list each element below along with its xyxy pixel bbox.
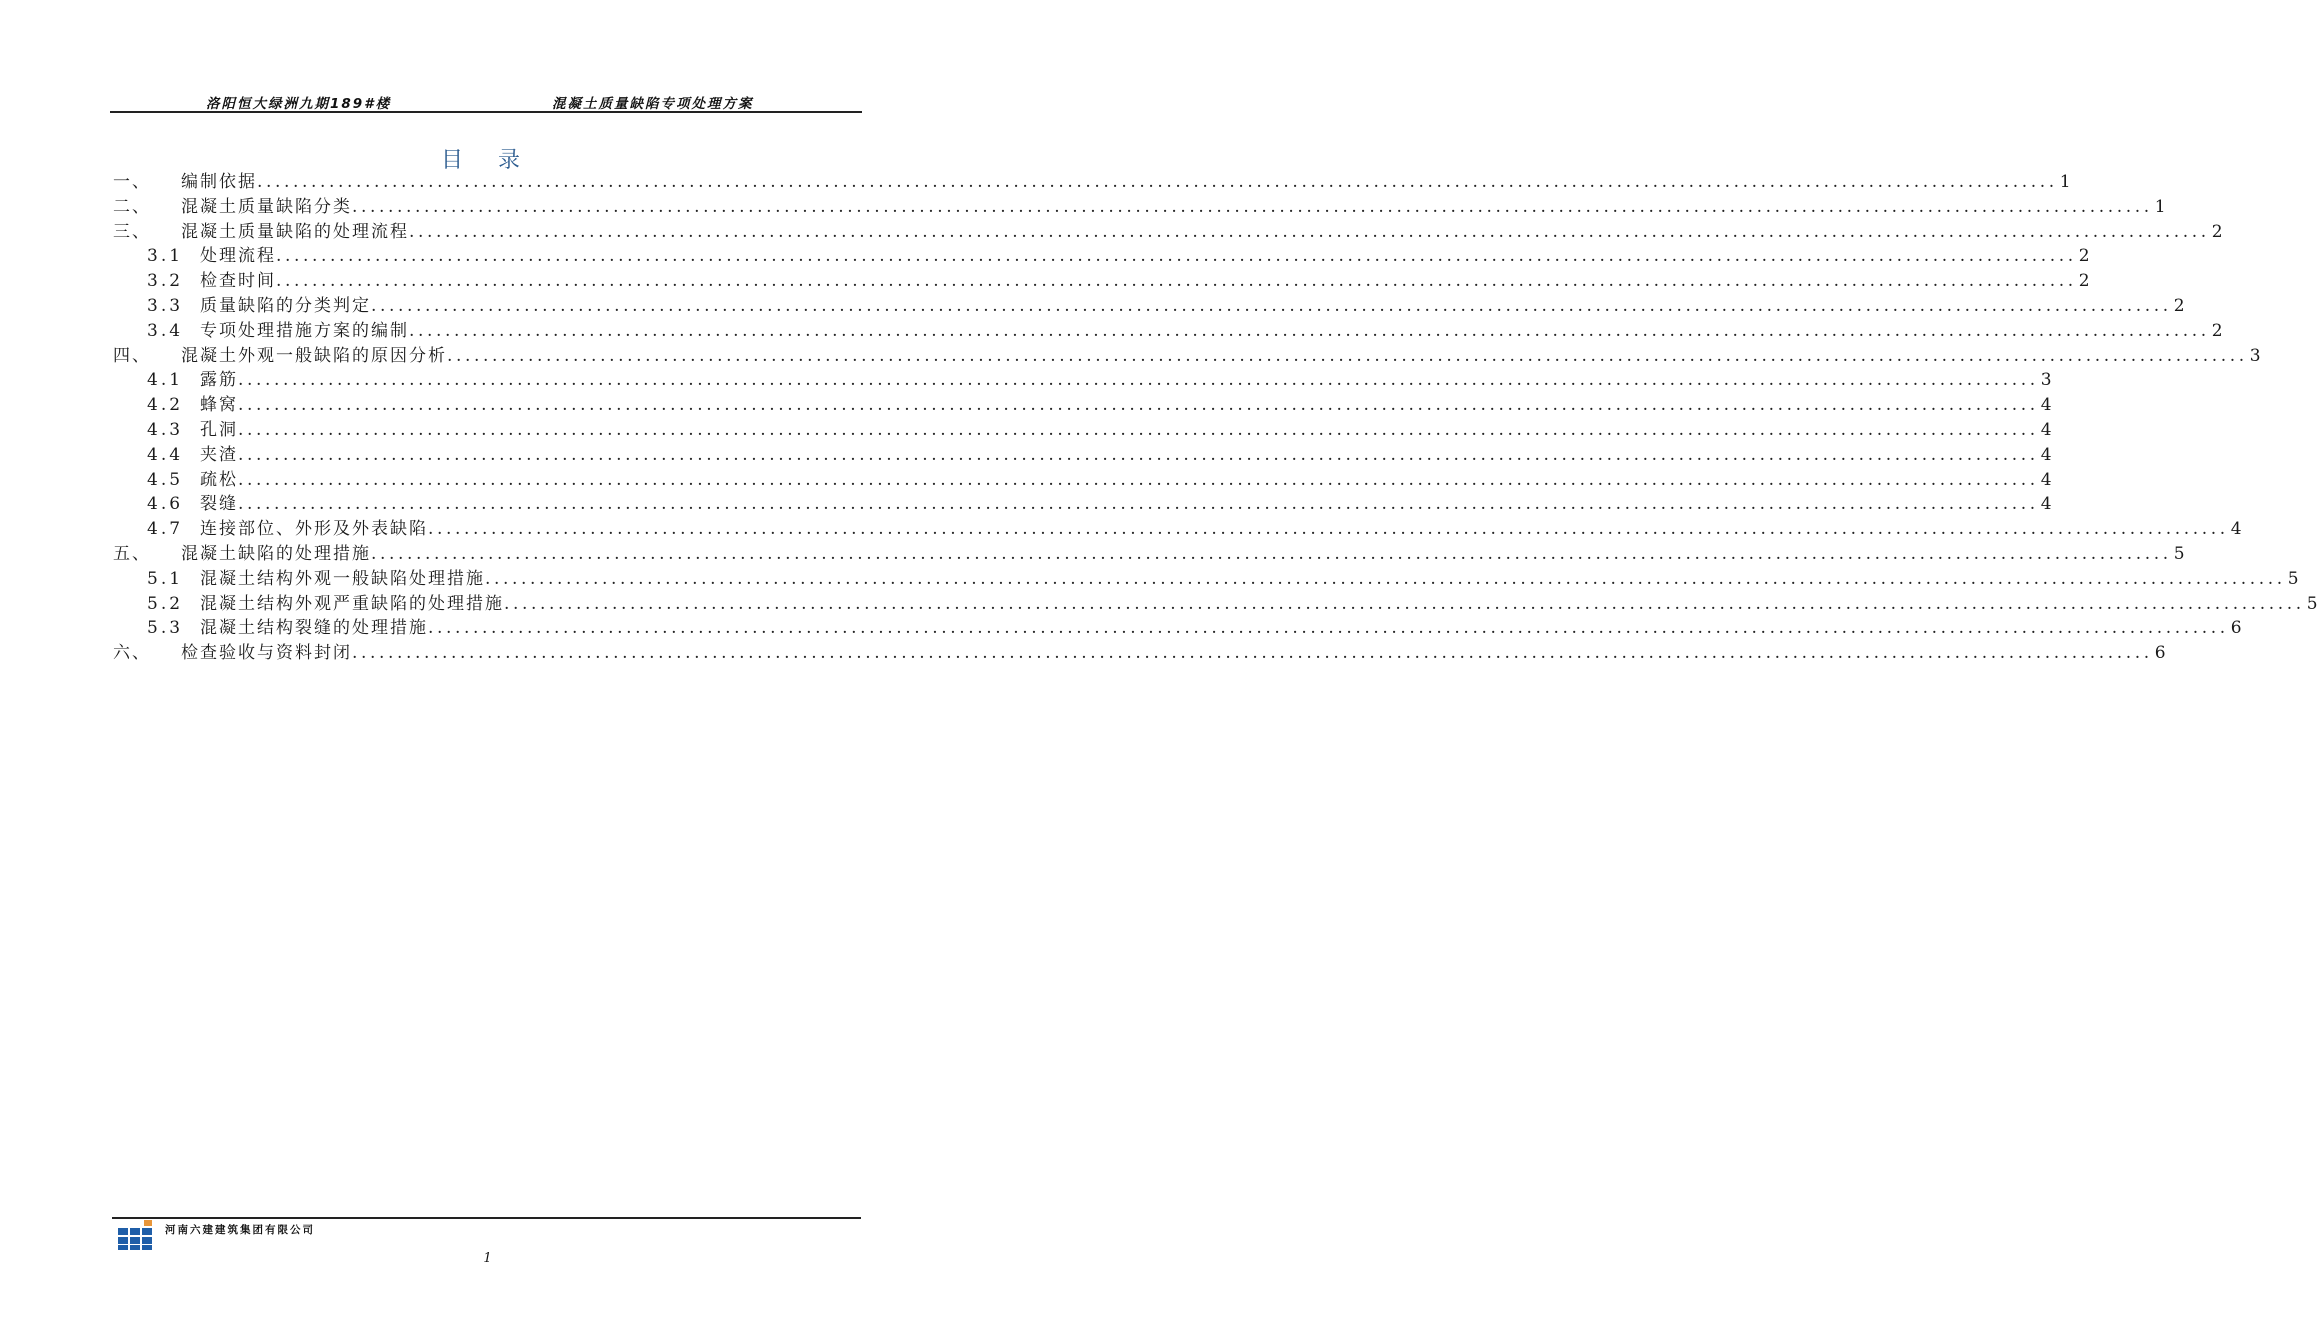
- toc-entry-number: 4.2: [147, 395, 184, 416]
- toc-entry[interactable]: [113, 616, 2242, 641]
- toc-entry-page: 2: [2173, 295, 2185, 316]
- toc-entry-title: 混凝土外观一般缺陷的原因分析: [181, 345, 447, 366]
- toc-entry-number: 3.2: [147, 271, 184, 292]
- toc-entry-page: 2: [2211, 320, 2223, 341]
- toc-entry-page: 3: [2040, 370, 2052, 391]
- toc-entry-number: 六、: [113, 643, 151, 664]
- toc-entry-title: 连接部位、外形及外表缺陷: [200, 519, 428, 540]
- toc-entry-page: 4: [2040, 494, 2052, 515]
- footer-rule: [112, 1217, 861, 1219]
- toc-entry-page: 1: [2154, 196, 2166, 217]
- toc-entry[interactable]: [113, 220, 2223, 245]
- toc-entry-page: 5: [2306, 593, 2318, 614]
- toc-leader-dots: ........................................................................................................................................................................................................: [238, 494, 2039, 515]
- toc-entry[interactable]: [113, 170, 2071, 195]
- toc-entry-number: 5.1: [147, 568, 184, 589]
- toc-entry-number: 3.1: [147, 246, 184, 267]
- toc-entry-page: 5: [2173, 543, 2185, 564]
- toc-entry-title: 混凝土结构外观一般缺陷处理措施: [200, 568, 485, 589]
- header-rule: [110, 111, 862, 113]
- header-document-name: 混凝土质量缺陷专项处理方案: [552, 96, 754, 112]
- toc-entry[interactable]: [113, 319, 2223, 344]
- toc-entry-title: 混凝土结构外观严重缺陷的处理措施: [200, 593, 504, 614]
- table-of-contents: [113, 170, 2318, 666]
- toc-leader-dots: ........................................................................................................................................................................................................: [485, 568, 2286, 589]
- toc-entry-title: 混凝土缺陷的处理措施: [181, 543, 371, 564]
- toc-leader-dots: ........................................................................................................................................................................................................: [447, 345, 2248, 366]
- toc-entry-title: 裂缝: [200, 494, 238, 515]
- toc-entry-number: 三、: [113, 221, 151, 242]
- toc-entry-number: 4.4: [147, 444, 184, 465]
- toc-entry-number: 4.6: [147, 494, 184, 515]
- toc-entry-title: 夹渣: [200, 444, 238, 465]
- toc-entry-page: 4: [2040, 419, 2052, 440]
- toc-entry[interactable]: [113, 195, 2166, 220]
- toc-entry-title: 检查验收与资料封闭: [181, 643, 352, 664]
- toc-entry-number: 4.3: [147, 419, 184, 440]
- toc-leader-dots: ........................................................................................................................................................................................................: [352, 196, 2153, 217]
- toc-entry-number: 5.2: [147, 593, 184, 614]
- toc-leader-dots: ........................................................................................................................................................................................................: [504, 593, 2305, 614]
- toc-entry-page: 6: [2154, 643, 2166, 664]
- toc-entry-number: 二、: [113, 196, 151, 217]
- toc-entry-page: 4: [2040, 444, 2052, 465]
- toc-entry-number: 四、: [113, 345, 151, 366]
- toc-leader-dots: ........................................................................................................................................................................................................: [409, 221, 2210, 242]
- toc-entry-number: 五、: [113, 543, 151, 564]
- toc-leader-dots: ........................................................................................................................................................................................................: [276, 271, 2077, 292]
- toc-entry-page: 1: [2059, 172, 2071, 192]
- toc-entry[interactable]: [113, 641, 2166, 666]
- toc-entry[interactable]: [113, 244, 2090, 269]
- toc-entry-title: 孔洞: [200, 419, 238, 440]
- toc-entry-title: 检查时间: [200, 271, 276, 292]
- toc-entry-number: 3.3: [147, 295, 184, 316]
- toc-entry-number: 3.4: [147, 320, 184, 341]
- toc-leader-dots: ........................................................................................................................................................................................................: [428, 519, 2229, 540]
- toc-entry[interactable]: [113, 542, 2185, 567]
- toc-entry-number: 5.3: [147, 618, 184, 639]
- toc-entry-title: 编制依据: [181, 172, 257, 192]
- toc-leader-dots: ........................................................................................................................................................................................................: [238, 444, 2039, 465]
- toc-entry-title: 混凝土质量缺陷分类: [181, 196, 352, 217]
- toc-entry-page: 4: [2040, 469, 2052, 490]
- toc-leader-dots: ........................................................................................................................................................................................................: [238, 469, 2039, 490]
- toc-entry-title: 露筋: [200, 370, 238, 391]
- toc-entry[interactable]: [113, 468, 2052, 493]
- toc-leader-dots: ........................................................................................................................................................................................................: [238, 370, 2039, 391]
- toc-entry-page: 5: [2287, 568, 2299, 589]
- toc-entry-number: 4.7: [147, 519, 184, 540]
- toc-entry-title: 混凝土结构裂缝的处理措施: [200, 618, 428, 639]
- toc-title: 目 录: [441, 148, 534, 173]
- toc-leader-dots: ........................................................................................................................................................................................................: [276, 246, 2077, 267]
- toc-entry-title: 蜂窝: [200, 395, 238, 416]
- toc-leader-dots: ........................................................................................................................................................................................................: [428, 618, 2229, 639]
- footer-company-name: 河南六建建筑集团有限公司: [165, 1224, 315, 1236]
- toc-entry-title: 质量缺陷的分类判定: [200, 295, 371, 316]
- toc-entry-title: 疏松: [200, 469, 238, 490]
- toc-entry[interactable]: [113, 269, 2090, 294]
- toc-entry-page: 2: [2211, 221, 2223, 242]
- toc-entry-page: 6: [2230, 618, 2242, 639]
- toc-entry-title: 混凝土质量缺陷的处理流程: [181, 221, 409, 242]
- toc-leader-dots: ........................................................................................................................................................................................................: [238, 419, 2039, 440]
- toc-entry-number: 一、: [113, 172, 151, 192]
- toc-entry[interactable]: [113, 517, 2242, 542]
- toc-entry[interactable]: [113, 492, 2052, 517]
- toc-entry[interactable]: [113, 443, 2052, 468]
- toc-entry[interactable]: [113, 294, 2185, 319]
- toc-entry[interactable]: [113, 418, 2052, 443]
- toc-leader-dots: ........................................................................................................................................................................................................: [257, 172, 2058, 192]
- page-number: 1: [483, 1251, 492, 1266]
- toc-entry[interactable]: [113, 592, 2318, 617]
- toc-entry-number: 4.1: [147, 370, 184, 391]
- toc-entry-page: 4: [2230, 519, 2242, 540]
- toc-leader-dots: ........................................................................................................................................................................................................: [352, 643, 2153, 664]
- toc-entry[interactable]: [113, 368, 2052, 393]
- company-logo-icon: [118, 1224, 154, 1250]
- toc-leader-dots: ........................................................................................................................................................................................................: [409, 320, 2210, 341]
- toc-entry[interactable]: [113, 344, 2261, 369]
- toc-entry-page: 3: [2249, 345, 2261, 366]
- toc-entry-title: 专项处理措施方案的编制: [200, 320, 409, 341]
- header-project-name: 洛阳恒大绿洲九期189#楼: [206, 96, 392, 112]
- page-header: [110, 88, 862, 112]
- toc-leader-dots: ........................................................................................................................................................................................................: [371, 543, 2172, 564]
- toc-entry[interactable]: [113, 393, 2052, 418]
- toc-entry-page: 4: [2040, 395, 2052, 416]
- toc-entry-number: 4.5: [147, 469, 184, 490]
- toc-leader-dots: ........................................................................................................................................................................................................: [238, 395, 2039, 416]
- toc-leader-dots: ........................................................................................................................................................................................................: [371, 295, 2172, 316]
- toc-entry[interactable]: [113, 567, 2299, 592]
- toc-entry-page: 2: [2078, 246, 2090, 267]
- toc-entry-page: 2: [2078, 271, 2090, 292]
- toc-entry-title: 处理流程: [200, 246, 276, 267]
